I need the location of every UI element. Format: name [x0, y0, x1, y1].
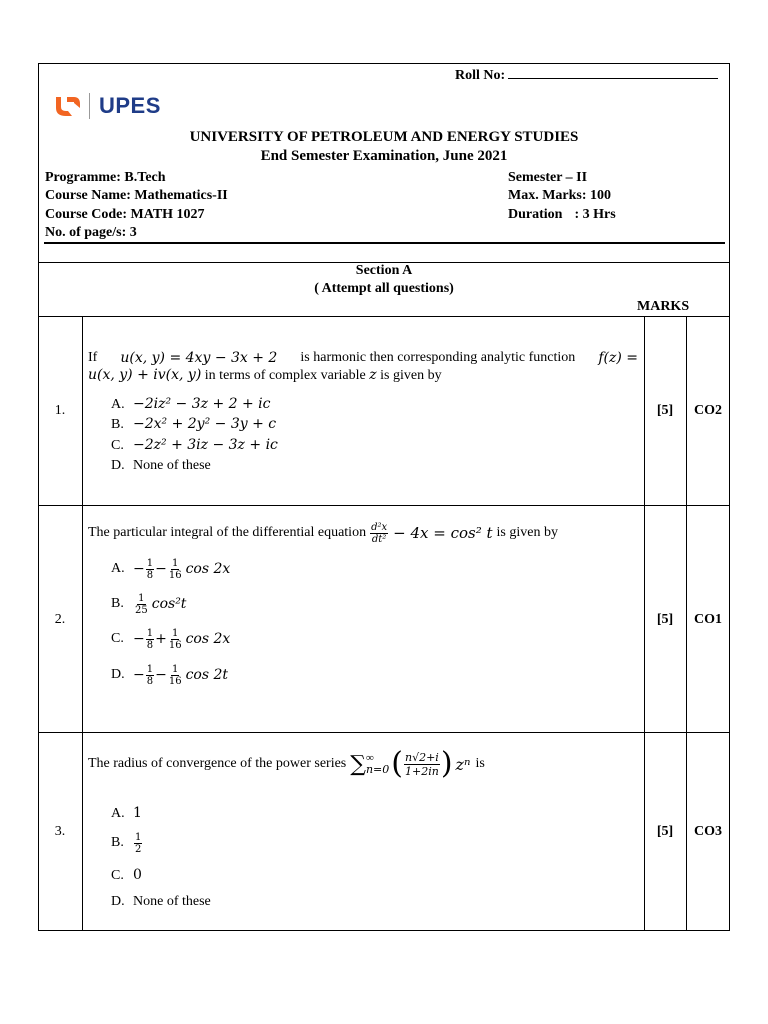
option-a: A. 1	[111, 805, 142, 821]
math-expression: u(x, y) + iv(x, y)	[88, 367, 202, 383]
exam-title: End Semester Examination, June 2021	[260, 148, 508, 164]
course-details	[45, 169, 228, 242]
section-subtitle: ( Attempt all questions)	[314, 281, 454, 296]
option-c: C. −2z² + 3iz − 3z + ic	[111, 437, 278, 453]
row-divider-1	[38, 505, 730, 506]
question-1-text: If u(x, y) = 4xy − 3x + 2 is harmonic then corresponding analytic function f(z) = u(x, y) + iv(x, y) in terms of complex variable z is given by	[88, 350, 638, 383]
option-c: C. 0	[111, 867, 142, 883]
university-title: UNIVERSITY OF PETROLEUM AND ENERGY STUDIES	[189, 129, 579, 145]
sum-limits: ∞ n=0	[365, 752, 390, 776]
derivative-fraction: $\frac{\text{d²x}}{\text{dt²}}$	[371, 521, 388, 545]
z-power: zⁿ	[455, 754, 471, 774]
series-fraction: $\frac{n√2+i}{1+2in}$	[405, 750, 439, 778]
col-divider-number	[82, 316, 83, 931]
question-marks: [5]	[656, 403, 674, 418]
option-d: D. None of these	[111, 894, 211, 909]
duration-label: Duration	[508, 206, 563, 222]
math-expression: u(x, y) = 4xy − 3x + 2	[120, 350, 278, 366]
option-a: A. − $\frac{1}{8}$ − $\frac{1}{16}$ cos 2x	[111, 557, 231, 581]
math-expression: f(z) =	[598, 350, 638, 366]
question-number: 1.	[54, 403, 66, 418]
logo-text: UPES	[99, 93, 161, 118]
row-divider-2	[38, 732, 730, 733]
logo-divider	[89, 93, 90, 119]
roll-no-line	[508, 66, 718, 79]
question-marks: [5]	[656, 612, 674, 627]
header-separator	[44, 242, 725, 244]
section-title: Section A	[355, 263, 413, 278]
roll-no-label: Roll No:	[455, 68, 506, 83]
course-outcome: CO1	[694, 612, 722, 627]
option-b: B. $\frac{1}{25}$ cos²t	[111, 592, 187, 616]
question-marks: [5]	[656, 824, 674, 839]
question-2-text: The particular integral of the differential equation $\frac{\text{d²x}}{\text{dt²}}$ − 4x = cos² t is given by	[88, 521, 558, 545]
option-b: B. −2x² + 2y² − 3y + c	[111, 416, 277, 432]
option-b: B. $\frac{1}{2}$	[111, 831, 142, 855]
roll-no	[455, 66, 718, 84]
semester: Semester – II	[508, 170, 588, 185]
option-a: A. −2iz² − 3z + 2 + ic	[111, 396, 271, 412]
duration-value: : 3 Hrs	[574, 206, 616, 222]
duration	[508, 206, 616, 224]
course-outcome: CO3	[694, 824, 722, 839]
programme: Programme: B.Tech	[45, 170, 166, 185]
course-outcome: CO2	[694, 403, 722, 418]
question-number: 3.	[54, 824, 66, 839]
max-marks: Max. Marks: 100	[508, 188, 612, 204]
course-code: Course Code: MATH 1027	[45, 206, 205, 222]
course-name: Course Name: Mathematics-II	[45, 188, 228, 204]
question-3-text: The radius of convergence of the power series ∑ ∞ n=0 ( $\frac{n√2+i}{1+2in}$ ) zⁿ is	[88, 746, 485, 781]
table-top-line	[38, 316, 730, 317]
page-count: No. of page/s: 3	[45, 224, 137, 240]
option-d: D. None of these	[111, 458, 211, 473]
option-d: D. − $\frac{1}{8}$ − $\frac{1}{16}$ cos 2t	[111, 663, 229, 687]
math-expression: − 4x = cos² t	[393, 524, 493, 542]
exam-details	[508, 169, 616, 224]
marks-header: MARKS	[637, 299, 690, 314]
option-c: C. − $\frac{1}{8}$ + $\frac{1}{16}$ cos 2x	[111, 627, 231, 651]
upes-logo-icon	[54, 94, 84, 118]
question-number: 2.	[54, 612, 66, 627]
summation-icon: ∑	[350, 751, 366, 777]
